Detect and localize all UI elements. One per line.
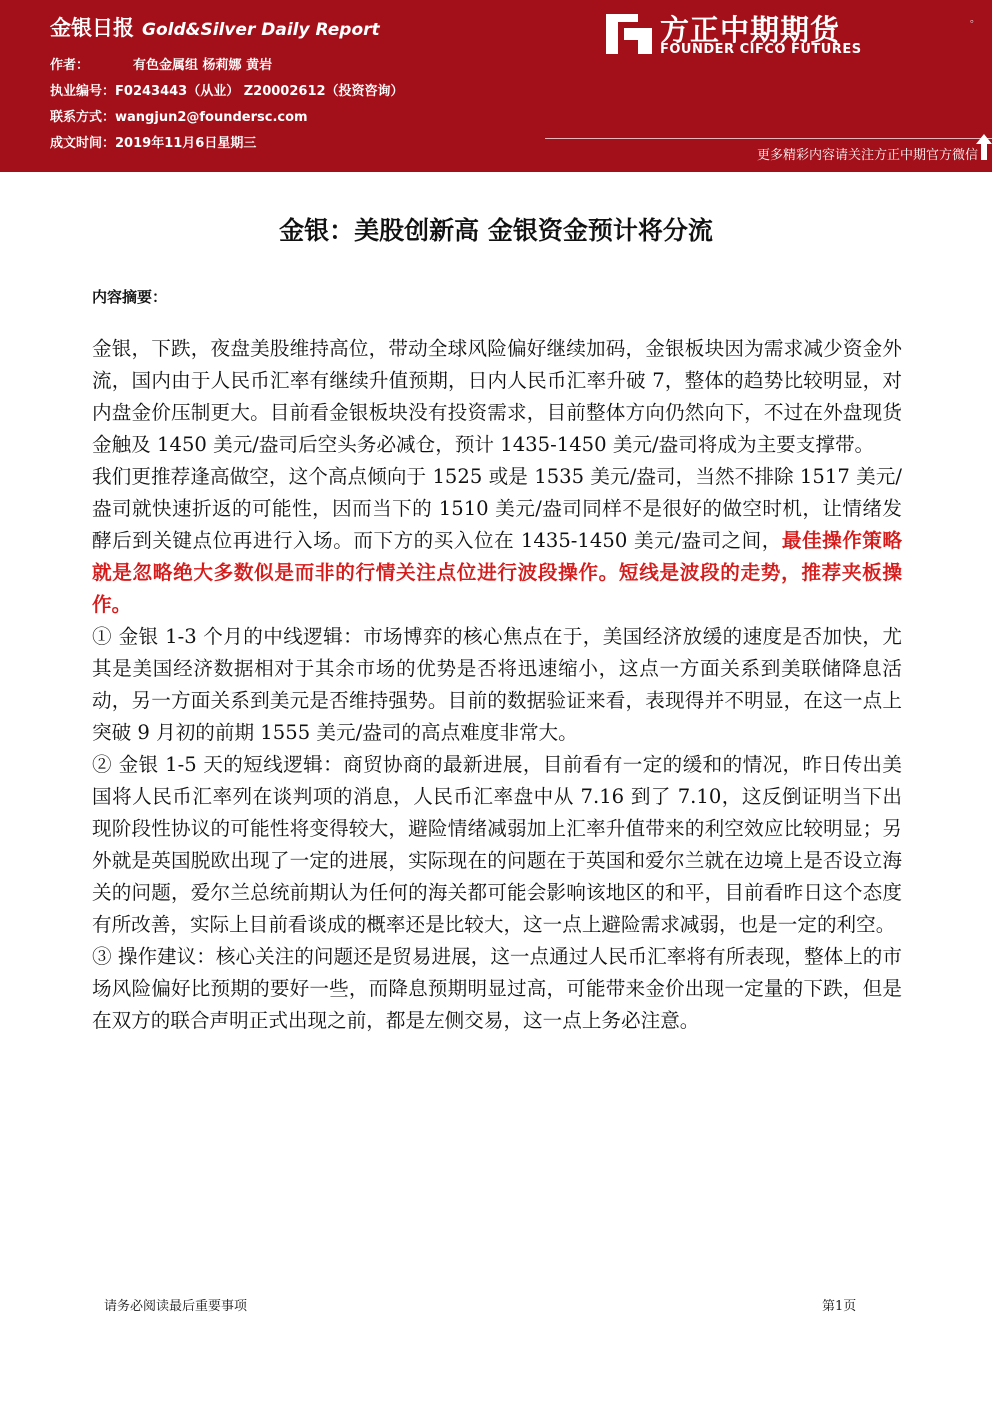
paragraph-3: ① 金银 1-3 个月的中线逻辑：市场博弈的核心焦点在于，美国经济放缓的速度是否加快，尤其是美国经济数据相对于其余市场的优势是否将迅速缩小，这点一方面关系到美联储降息活动，另一方面关系到美元是否维持强势。目前的数据验证来看，表现得并不明显，在这一点上突破 9 月初的前期 1555 美元/盎司的高点难度非常大。 xyxy=(92,625,902,744)
paragraph-4: ② 金银 1-5 天的短线逻辑：商贸协商的最新进展，目前看有一定的缓和的情况，昨日传出美国将人民币汇率列在谈判项的消息，人民币汇率盘中从 7.16 到了 7.10，这反倒证明当下出现阶段性协议的可能性将变得较大，避险情绪减弱加上汇率升值带来的利空效应比较明显；另外就是英国脱欧出现了一定的进展，实际现在的问题在于英国和爱尔兰就在边境上是否设立海关的问题，爱尔兰总统前期认为任何的海关都可能会影响该地区的和平，目前看昨日这个态度有所改善，实际上目前看谈成的概率还是比较大，这一点上避险需求减弱，也是一定的利空。 xyxy=(92,753,902,936)
article-title: 金银：美股创新高 金银资金预计将分流 xyxy=(279,216,713,245)
author-line xyxy=(50,54,272,73)
logo-mark-icon xyxy=(604,8,654,58)
logo-text-en: FOUNDER CIFCO FUTURES xyxy=(660,42,862,57)
paragraph-2 xyxy=(92,461,902,621)
footer-notice: 请务必阅读最后重要事项 xyxy=(104,1299,248,1314)
contact-value: wangjun2@foundersc.com xyxy=(115,110,308,125)
paragraph-5: ③ 操作建议：核心关注的问题还是贸易进展，这一点通过人民币汇率将有所表现，整体上的市场风险偏好比预期的要好一些，而降息预期明显过高，可能带来金价出现一定量的下跌，但是在双方的联合声明正式出现之前，都是左侧交易，这一点上务必注意。 xyxy=(92,945,902,1032)
license-value: F0243443（从业） Z20002612（投资咨询） xyxy=(115,84,404,99)
report-title xyxy=(50,12,380,42)
corner-mark: 。 xyxy=(970,14,980,25)
contact-line xyxy=(50,106,308,125)
license-line xyxy=(50,80,404,99)
author-value: 有色金属组 杨莉娜 黄岩 xyxy=(133,58,273,73)
date-label: 成文时间： xyxy=(50,136,116,151)
wechat-follow-text: 更多精彩内容请关注方正中期官方微信 xyxy=(756,148,978,163)
date-value: 2019年11月6日星期三 xyxy=(115,136,257,151)
report-title-en: Gold&Silver Daily Report xyxy=(142,20,380,40)
header-divider xyxy=(545,138,992,139)
author-label: 作者： xyxy=(50,58,90,73)
company-logo xyxy=(604,8,884,60)
license-label: 执业编号： xyxy=(50,84,116,99)
summary-label: 内容摘要： xyxy=(92,288,168,306)
up-arrow-icon xyxy=(976,134,992,160)
page-number: 第1页 xyxy=(822,1299,857,1314)
paragraph-1: 金银，下跌，夜盘美股维持高位，带动全球风险偏好继续加码，金银板块因为需求减少资金外流，国内由于人民币汇率有继续升值预期，日内人民币汇率升破 7，整体的趋势比较明显，对内盘金价压制更大。目前看金银板块没有投资需求，目前整体方向仍然向下，不过在外盘现货金触及 1450 美元/盎司后空头务必减仓，预计 1435-1450 美元/盎司将成为主要支撑带。 xyxy=(92,337,902,456)
report-header xyxy=(0,0,992,172)
paragraph-2-highlight: 最佳操作策略就是忽略绝大多数似是而非的行情关注点位进行波段操作。短线是波段的走势，推荐夹板操作。 xyxy=(92,529,902,616)
paragraph-2-text: 我们更推荐逢高做空，这个高点倾向于 1525 或是 1535 美元/盎司，当然不排除 1517 美元/盎司就快速折返的可能性，因而当下的 1510 美元/盎司同样不是很好的做空时机，让情绪发酵后到关键点位再进行入场。而下方的买入位在 1435-1450 美元/盎司之间， xyxy=(92,465,902,552)
date-line xyxy=(50,132,256,151)
contact-label: 联系方式： xyxy=(50,110,116,125)
report-title-cn: 金银日报 xyxy=(50,16,134,40)
logo-text-cn: 方正中期期货 xyxy=(660,13,841,47)
article-body xyxy=(92,333,902,1037)
